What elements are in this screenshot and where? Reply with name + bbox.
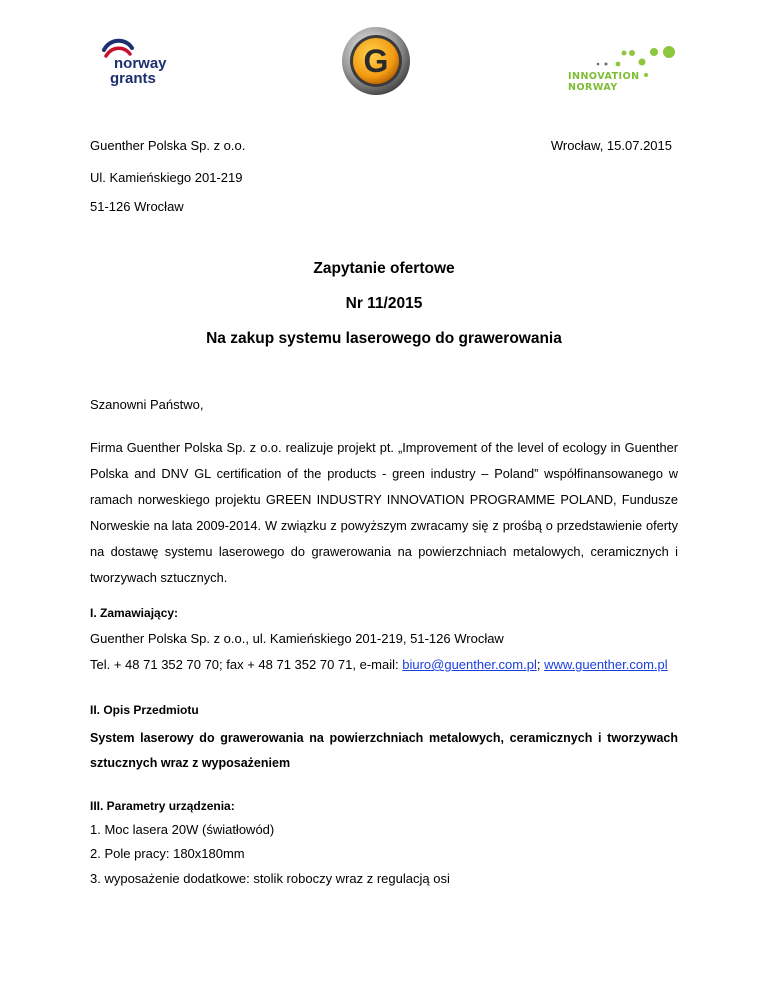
innovation-norway-line1: INNOVATION [568,71,640,82]
section-2-heading: II. Opis Przedmiotu [90,703,199,717]
logo-bar [0,0,768,110]
norway-grants-line1: norway [114,55,167,72]
contact-separator: ; [536,657,545,672]
parameter-item: 1. Moc lasera 20W (światłowód) [90,822,275,837]
guenther-g-logo [340,25,412,97]
parameter-item: 2. Pole pracy: 180x180mm [90,846,245,861]
intro-paragraph: Firma Guenther Polska Sp. z o.o. realizuje projekt pt. „Improvement of the level of ecology in Guenther Polska and DNV GL certification of the products - green industry – Poland” współfinansowanego w ramach norweskiego projektu GREEN INDUSTRY INNOVATION PROGRAMME POLAND, Fundusze Norweskie na lata 2009-2014. W związku z powyższym zwracamy się z prośbą o przedstawienie oferty na dostawę systemu laserowego do grawerowania na powierzchniach metalowych, ceramicznych i tworzywach sztucznych. [90,440,678,585]
document-subject: Na zakup systemu laserowego do grawerowania [206,330,562,347]
section-1-heading: I. Zamawiający: [90,606,179,620]
section-3-heading: III. Parametry urządzenia: [90,799,235,813]
email-link[interactable]: biuro@guenther.com.pl [402,657,537,672]
sender-street: Ul. Kamieńskiego 201-219 [90,170,243,185]
innovation-norway-logo [562,44,682,94]
subject-description: System laserowy do grawerowania na powierzchniach metalowych, ceramicznych i tworzywach sztucznych wraz z wyposażeniem [90,731,678,770]
greeting: Szanowni Państwo, [90,397,204,412]
contact-phone-fax: Tel. + 48 71 352 70 70; fax + 48 71 352 70 71, e-mail: [90,657,403,672]
website-link[interactable]: www.guenther.com.pl [544,657,668,672]
norway-grants-logo [92,36,184,92]
norway-grants-line2: grants [110,70,156,87]
orderer-address: Guenther Polska Sp. z o.o., ul. Kamieńskiego 201-219, 51-126 Wrocław [90,631,504,646]
orderer-contact [90,657,668,673]
sender-postal-city: 51-126 Wrocław [90,199,184,214]
innovation-norway-line2: NORWAY [568,82,618,93]
place-date: Wrocław, 15.07.2015 [550,138,672,153]
document-title: Zapytanie ofertowe [313,260,455,277]
sender-company: Guenther Polska Sp. z o.o. [90,138,246,153]
parameter-item: 3. wyposażenie dodatkowe: stolik roboczy wraz z regulacją osi [90,871,450,886]
document-number: Nr 11/2015 [345,295,423,312]
g-letter: G [363,43,389,79]
